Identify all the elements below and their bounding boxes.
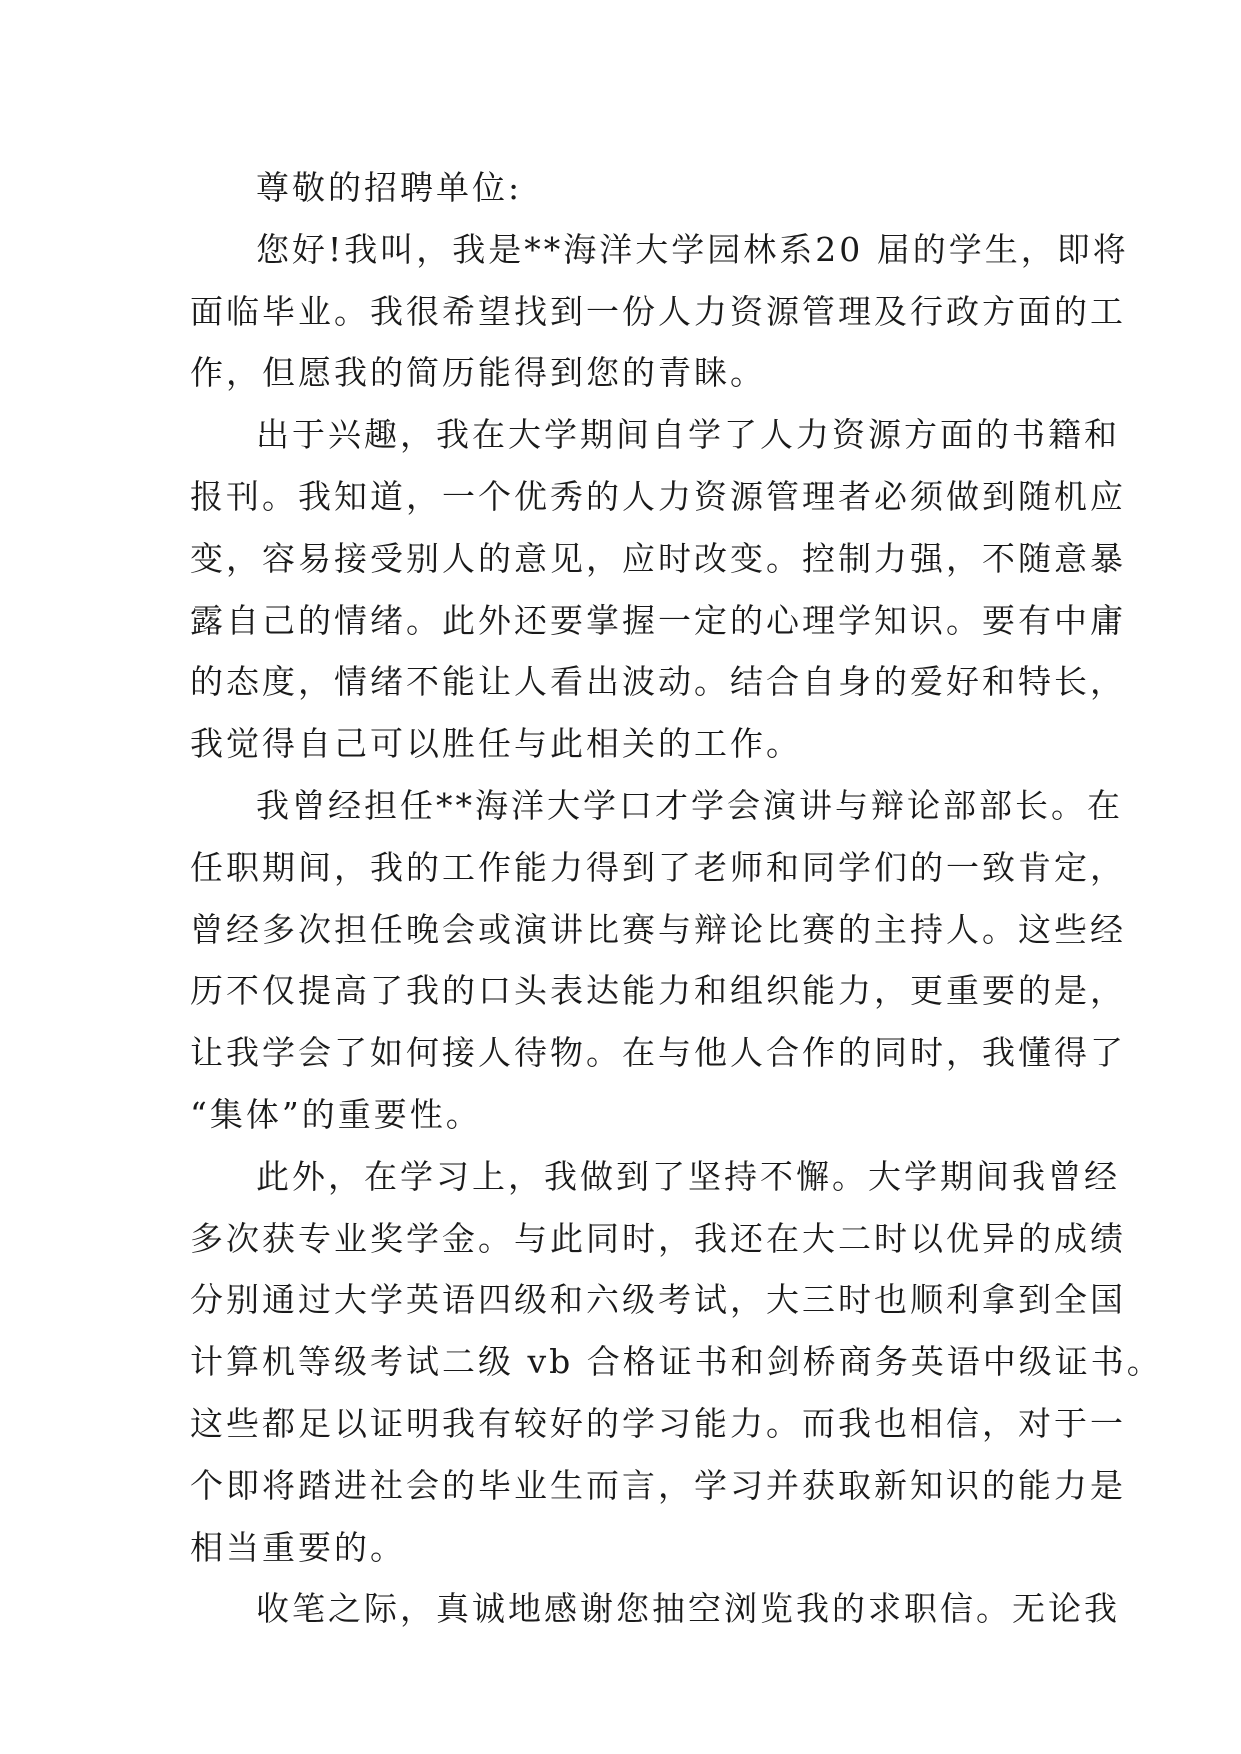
paragraph-line: 多次获专业奖学金。与此同时，我还在大二时以优异的成绩 — [190, 1218, 1126, 1258]
paragraph-line: 作，但愿我的简历能得到您的青睐。 — [190, 353, 766, 393]
paragraph-line: 这些都足以证明我有较好的学习能力。而我也相信，对于一 — [190, 1403, 1126, 1443]
paragraph-line: 计算机等级考试二级 vb 合格证书和剑桥商务英语中级证书。 — [190, 1342, 1163, 1382]
paragraph-line: 报刊。我知道，一个优秀的人力资源管理者必须做到随机应 — [190, 476, 1126, 516]
paragraph-line: 我曾经担任**海洋大学口才学会演讲与辩论部部长。在 — [256, 785, 1123, 825]
paragraph-line: 面临毕业。我很希望找到一份人力资源管理及行政方面的工 — [190, 291, 1126, 331]
paragraph-line: 历不仅提高了我的口头表达能力和组织能力，更重要的是， — [190, 971, 1126, 1011]
paragraph-line: 曾经多次担任晚会或演讲比赛与辩论比赛的主持人。这些经 — [190, 909, 1126, 949]
paragraph-line: 个即将踏进社会的毕业生而言，学习并获取新知识的能力是 — [190, 1465, 1126, 1505]
paragraph-line: 您好!我叫，我是**海洋大学园林系20 届的学生，即将 — [256, 229, 1129, 269]
paragraph-line: 变，容易接受别人的意见，应时改变。控制力强，不随意暴 — [190, 538, 1126, 578]
cover-letter-body — [190, 157, 1163, 1640]
paragraph-line: 分别通过大学英语四级和六级考试，大三时也顺利拿到全国 — [190, 1280, 1126, 1320]
paragraph-line: 我觉得自己可以胜任与此相关的工作。 — [190, 724, 802, 764]
paragraph-line: 出于兴趣，我在大学期间自学了人力资源方面的书籍和 — [256, 415, 1120, 455]
paragraph-line: 让我学会了如何接人待物。在与他人合作的同时，我懂得了 — [190, 1033, 1126, 1073]
paragraph-line: 任职期间，我的工作能力得到了老师和同学们的一致肯定， — [190, 847, 1126, 887]
paragraph-line: 相当重要的。 — [190, 1527, 406, 1567]
salutation-line: 尊敬的招聘单位: — [256, 168, 523, 207]
paragraph-line: “集体”的重要性。 — [190, 1094, 482, 1134]
paragraph-line: 露自己的情绪。此外还要掌握一定的心理学知识。要有中庸 — [190, 600, 1126, 640]
paragraph-line: 收笔之际，真诚地感谢您抽空浏览我的求职信。无论我 — [256, 1589, 1120, 1629]
paragraph-line: 的态度，情绪不能让人看出波动。结合自身的爱好和特长， — [190, 662, 1126, 702]
paragraph-line: 此外，在学习上，我做到了坚持不懈。大学期间我曾经 — [256, 1156, 1120, 1196]
